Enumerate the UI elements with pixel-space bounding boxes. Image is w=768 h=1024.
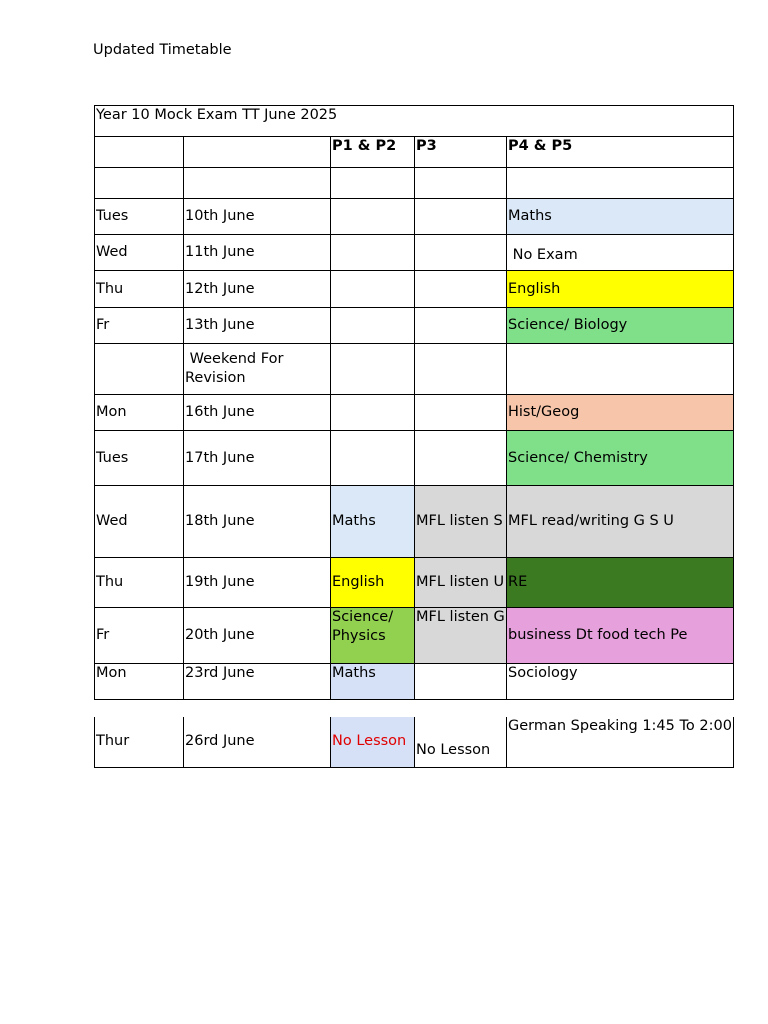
date-cell: Weekend For Revision <box>184 344 331 395</box>
p4-p5-cell: Sociology <box>507 664 734 700</box>
p4-p5-cell: Science/ Chemistry <box>507 431 734 486</box>
header-cell-p4-p5: P4 & P5 <box>507 137 734 168</box>
header-cell-p3: P3 <box>415 137 507 168</box>
date-cell: 19th June <box>184 558 331 608</box>
p1-p2-cell: No Lesson <box>331 717 415 767</box>
blank-cell <box>184 168 331 199</box>
p3-cell <box>415 431 507 486</box>
p4-p5-cell: RE <box>507 558 734 608</box>
day-cell: Wed <box>95 235 184 271</box>
blank-cell <box>95 168 184 199</box>
p1-p2-cell <box>331 395 415 431</box>
day-cell: Thur <box>95 717 184 767</box>
date-cell: 10th June <box>184 199 331 235</box>
p1-p2-cell <box>331 199 415 235</box>
day-cell: Tues <box>95 431 184 486</box>
p1-p2-cell: Maths <box>331 486 415 558</box>
p1-p2-cell: Science/ Physics <box>331 608 415 664</box>
table-title: Year 10 Mock Exam TT June 2025 <box>95 106 734 137</box>
p1-p2-cell <box>331 344 415 395</box>
document-heading: Updated Timetable <box>93 42 232 58</box>
date-cell: 23rd June <box>184 664 331 700</box>
p4-p5-cell <box>507 344 734 395</box>
header-cell-date <box>184 137 331 168</box>
date-cell: 18th June <box>184 486 331 558</box>
day-cell: Wed <box>95 486 184 558</box>
timetable-extra <box>94 717 734 768</box>
p1-p2-cell <box>331 271 415 308</box>
p4-p5-cell: Maths <box>507 199 734 235</box>
p3-cell <box>415 308 507 344</box>
p3-cell: No Lesson <box>415 717 507 767</box>
blank-row <box>95 168 734 199</box>
table-row <box>95 344 734 395</box>
p3-cell <box>415 271 507 308</box>
blank-cell <box>331 168 415 199</box>
date-cell: 13th June <box>184 308 331 344</box>
date-cell: 11th June <box>184 235 331 271</box>
day-cell: Mon <box>95 395 184 431</box>
p4-p5-cell: Science/ Biology <box>507 308 734 344</box>
day-cell: Mon <box>95 664 184 700</box>
table-row <box>95 235 734 271</box>
p3-cell: MFL listen G <box>415 608 507 664</box>
p1-p2-cell <box>331 308 415 344</box>
table-row <box>95 608 734 664</box>
table-row <box>95 558 734 608</box>
p4-p5-cell: No Exam <box>507 235 734 271</box>
table-row <box>95 486 734 558</box>
p1-p2-cell <box>331 235 415 271</box>
p3-cell <box>415 199 507 235</box>
table-row <box>95 664 734 700</box>
p4-p5-cell: English <box>507 271 734 308</box>
table-row <box>95 431 734 486</box>
day-cell <box>95 344 184 395</box>
header-cell-p1-p2: P1 & P2 <box>331 137 415 168</box>
day-cell: Fr <box>95 308 184 344</box>
day-cell: Fr <box>95 608 184 664</box>
p3-cell <box>415 395 507 431</box>
day-cell: Thu <box>95 271 184 308</box>
day-cell: Tues <box>95 199 184 235</box>
p3-cell <box>415 344 507 395</box>
table-row <box>95 717 734 767</box>
table-row <box>95 395 734 431</box>
p3-cell <box>415 664 507 700</box>
p1-p2-cell <box>331 431 415 486</box>
p4-p5-cell: business Dt food tech Pe <box>507 608 734 664</box>
title-row <box>95 106 734 137</box>
p4-p5-cell: German Speaking 1:45 To 2:00 <box>507 717 734 767</box>
p1-p2-cell: Maths <box>331 664 415 700</box>
date-cell: 20th June <box>184 608 331 664</box>
date-cell: 16th June <box>184 395 331 431</box>
p4-p5-cell: MFL read/writing G S U <box>507 486 734 558</box>
blank-cell <box>415 168 507 199</box>
header-cell-day <box>95 137 184 168</box>
date-cell: 17th June <box>184 431 331 486</box>
p3-cell: MFL listen S <box>415 486 507 558</box>
p3-cell: MFL listen U <box>415 558 507 608</box>
date-cell: 26rd June <box>184 717 331 767</box>
table-row <box>95 199 734 235</box>
timetable <box>94 105 734 700</box>
p4-p5-cell: Hist/Geog <box>507 395 734 431</box>
day-cell: Thu <box>95 558 184 608</box>
p3-cell <box>415 235 507 271</box>
blank-cell <box>507 168 734 199</box>
date-cell: 12th June <box>184 271 331 308</box>
p1-p2-cell: English <box>331 558 415 608</box>
table-row <box>95 271 734 308</box>
table-row <box>95 308 734 344</box>
header-row <box>95 137 734 168</box>
